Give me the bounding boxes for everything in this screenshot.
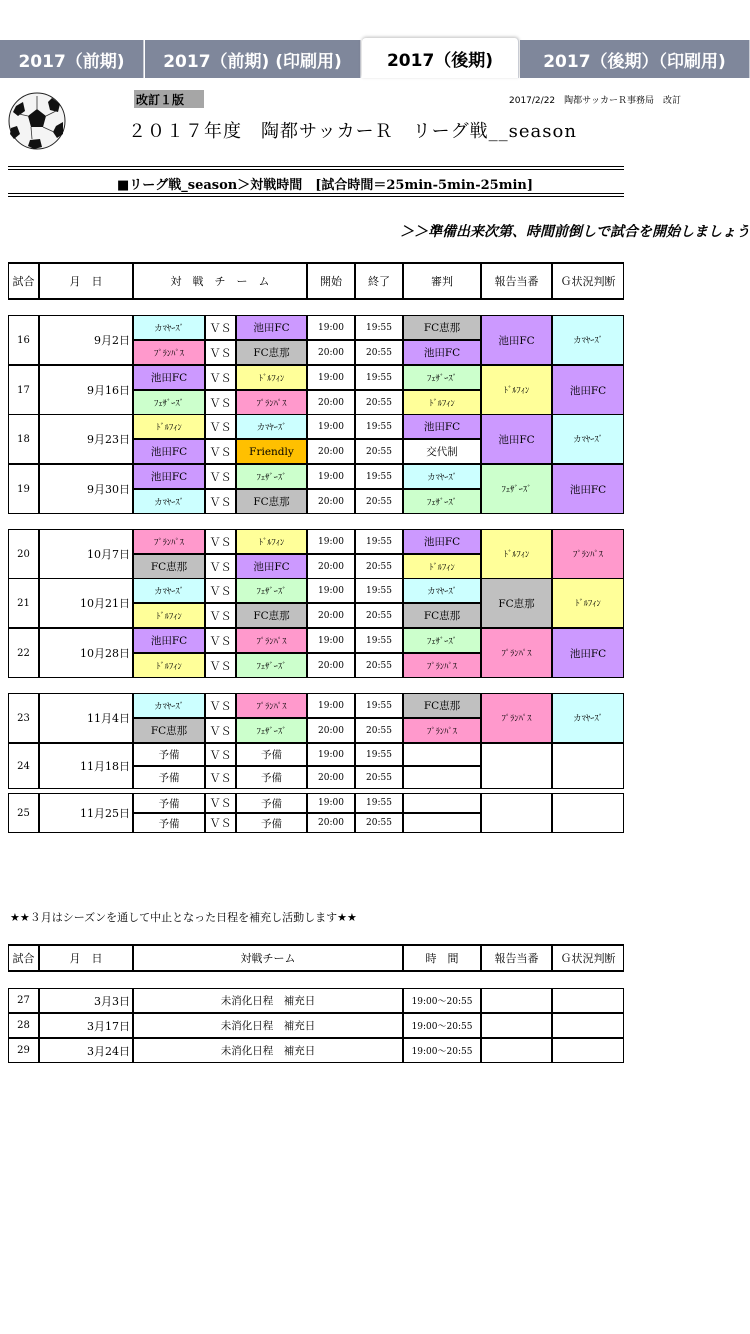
referee-cell[interactable] (403, 766, 481, 789)
ground-decision-cell[interactable] (552, 743, 624, 789)
match-number[interactable]: 23 (8, 693, 39, 743)
report-duty-cell[interactable]: 池田FC (481, 315, 552, 365)
versus-cell[interactable]: ＶＳ (205, 554, 236, 579)
match-time-cell[interactable]: 19:00～20:55 (403, 1038, 481, 1063)
section-title: ■リーグ戦_season＞対戦時間 [試合時間＝25min-5min-25min] (117, 178, 533, 193)
match-number[interactable]: 16 (8, 315, 39, 365)
start-time-cell[interactable]: 20:00 (307, 653, 355, 678)
match-date[interactable]: 11月4日 (39, 693, 133, 743)
match-date[interactable]: 9月30日 (39, 464, 133, 514)
away-team-cell[interactable]: 予備 (236, 793, 307, 813)
away-team-cell[interactable]: 予備 (236, 813, 307, 833)
end-time-cell[interactable]: 19:55 (355, 464, 403, 489)
ground-decision-cell[interactable]: カﾏﾔｰｽﾞ (552, 315, 624, 365)
match-date[interactable]: 3月17日 (39, 1013, 133, 1038)
home-team-cell[interactable]: 予備 (133, 743, 205, 766)
match-number[interactable]: 29 (8, 1038, 39, 1063)
start-time-cell[interactable]: 20:00 (307, 390, 355, 415)
end-time-cell[interactable]: 20:55 (355, 554, 403, 579)
ground-decision-cell[interactable] (552, 988, 624, 1013)
end-time-cell[interactable]: 20:55 (355, 813, 403, 833)
home-team-cell[interactable]: FC恵那 (133, 718, 205, 743)
match-time-cell[interactable]: 19:00～20:55 (403, 988, 481, 1013)
end-time-cell[interactable]: 19:55 (355, 315, 403, 340)
match-number[interactable]: 27 (8, 988, 39, 1013)
match-number[interactable]: 22 (8, 628, 39, 678)
end-time-cell[interactable]: 20:55 (355, 340, 403, 365)
end-time-cell[interactable]: 19:55 (355, 693, 403, 718)
footnote-text: ★★３月はシーズンを通して中止となった日程を補充し活動します★★ (10, 911, 357, 924)
referee-cell[interactable]: ﾄﾞﾙﾌｨﾝ (403, 554, 481, 579)
end-time-cell[interactable]: 19:55 (355, 529, 403, 554)
away-team-cell[interactable]: ﾌｪｻﾞｰｽﾞ (236, 578, 307, 603)
match-number[interactable]: 20 (8, 529, 39, 579)
home-team-cell[interactable]: ﾌﾟﾗﾝﾊﾟｽ (133, 529, 205, 554)
home-team-cell[interactable]: ﾄﾞﾙﾌｨﾝ (133, 653, 205, 678)
home-team-cell[interactable]: 池田FC (133, 628, 205, 653)
match-number[interactable]: 24 (8, 743, 39, 789)
versus-cell[interactable]: ＶＳ (205, 390, 236, 415)
match-date[interactable]: 9月2日 (39, 315, 133, 365)
match-number[interactable]: 21 (8, 578, 39, 628)
match-time-cell[interactable]: 19:00～20:55 (403, 1013, 481, 1038)
versus-cell[interactable]: ＶＳ (205, 365, 236, 390)
start-time-cell[interactable]: 20:00 (307, 489, 355, 514)
away-team-cell[interactable]: 池田FC (236, 315, 307, 340)
report-duty-cell[interactable]: ﾄﾞﾙﾌｨﾝ (481, 365, 552, 415)
report-duty-cell[interactable] (481, 1013, 552, 1038)
away-team-cell[interactable]: ﾌﾟﾗﾝﾊﾟｽ (236, 390, 307, 415)
referee-cell[interactable]: 池田FC (403, 529, 481, 554)
referee-cell[interactable]: カﾏﾔｰｽﾞ (403, 578, 481, 603)
versus-cell[interactable]: ＶＳ (205, 414, 236, 439)
away-team-cell[interactable]: 池田FC (236, 554, 307, 579)
column-header[interactable]: 対 戦 チ ー ム (133, 262, 307, 300)
ground-decision-cell[interactable]: ﾄﾞﾙﾌｨﾝ (552, 578, 624, 628)
column-header[interactable]: 報告当番 (481, 944, 552, 972)
home-team-cell[interactable]: ﾌｪｻﾞｰｽﾞ (133, 390, 205, 415)
end-time-cell[interactable]: 20:55 (355, 390, 403, 415)
report-duty-cell[interactable]: ﾌﾟﾗﾝﾊﾟｽ (481, 628, 552, 678)
referee-cell[interactable]: ﾌｪｻﾞｰｽﾞ (403, 489, 481, 514)
column-header[interactable]: Ｇ状況判断 (552, 944, 624, 972)
versus-cell[interactable]: ＶＳ (205, 464, 236, 489)
ground-decision-cell[interactable]: 池田FC (552, 628, 624, 678)
home-team-cell[interactable]: ﾄﾞﾙﾌｨﾝ (133, 603, 205, 628)
away-team-cell[interactable]: ﾌｪｻﾞｰｽﾞ (236, 653, 307, 678)
report-duty-cell[interactable]: FC恵那 (481, 578, 552, 628)
column-header[interactable]: 月 日 (39, 262, 133, 300)
versus-cell[interactable]: ＶＳ (205, 315, 236, 340)
home-team-cell[interactable]: 予備 (133, 793, 205, 813)
match-date[interactable]: 9月23日 (39, 414, 133, 464)
home-team-cell[interactable]: カﾏﾔｰｽﾞ (133, 315, 205, 340)
referee-cell[interactable]: ﾌｪｻﾞｰｽﾞ (403, 365, 481, 390)
versus-cell[interactable]: ＶＳ (205, 439, 236, 464)
start-time-cell[interactable]: 20:00 (307, 766, 355, 789)
notice-text: ＞＞準備出来次第、時間前倒しで試合を開始しましょう (400, 224, 750, 240)
match-date[interactable]: 11月18日 (39, 743, 133, 789)
match-number[interactable]: 19 (8, 464, 39, 514)
home-team-cell[interactable]: 池田FC (133, 439, 205, 464)
report-duty-cell[interactable]: ﾌｪｻﾞｰｽﾞ (481, 464, 552, 514)
start-time-cell[interactable]: 20:00 (307, 439, 355, 464)
match-date[interactable]: 3月3日 (39, 988, 133, 1013)
start-time-cell[interactable]: 19:00 (307, 414, 355, 439)
home-team-cell[interactable]: カﾏﾔｰｽﾞ (133, 578, 205, 603)
home-team-cell[interactable]: ﾄﾞﾙﾌｨﾝ (133, 414, 205, 439)
home-team-cell[interactable]: 予備 (133, 813, 205, 833)
start-time-cell[interactable]: 19:00 (307, 743, 355, 766)
referee-cell[interactable]: ﾌﾟﾗﾝﾊﾟｽ (403, 653, 481, 678)
end-time-cell[interactable]: 19:55 (355, 578, 403, 603)
tab-2017-second-half-print[interactable]: 2017（後期）（印刷用) (520, 40, 750, 78)
versus-cell[interactable]: ＶＳ (205, 766, 236, 789)
column-header[interactable]: Ｇ状況判断 (552, 262, 624, 300)
report-duty-cell[interactable] (481, 743, 552, 789)
start-time-cell[interactable]: 20:00 (307, 813, 355, 833)
report-duty-cell[interactable] (481, 988, 552, 1013)
versus-cell[interactable]: ＶＳ (205, 693, 236, 718)
away-team-cell[interactable]: 予備 (236, 766, 307, 789)
end-time-cell[interactable]: 20:55 (355, 653, 403, 678)
referee-cell[interactable]: 交代制 (403, 439, 481, 464)
end-time-cell[interactable]: 20:55 (355, 489, 403, 514)
home-team-cell[interactable]: ﾌﾟﾗﾝﾊﾟｽ (133, 340, 205, 365)
column-header[interactable]: 開始 (307, 262, 355, 300)
match-date[interactable]: 3月24日 (39, 1038, 133, 1063)
match-team-cell[interactable]: 未消化日程 補充日 (133, 988, 403, 1013)
referee-cell[interactable]: ﾄﾞﾙﾌｨﾝ (403, 390, 481, 415)
versus-cell[interactable]: ＶＳ (205, 578, 236, 603)
versus-cell[interactable]: ＶＳ (205, 813, 236, 833)
versus-cell[interactable]: ＶＳ (205, 340, 236, 365)
away-team-cell[interactable]: ﾄﾞﾙﾌｨﾝ (236, 529, 307, 554)
end-time-cell[interactable]: 20:55 (355, 603, 403, 628)
match-date[interactable]: 10月28日 (39, 628, 133, 678)
away-team-cell[interactable]: ﾌﾟﾗﾝﾊﾟｽ (236, 693, 307, 718)
versus-cell[interactable]: ＶＳ (205, 489, 236, 514)
document-title: ２０１７年度 陶都サッカーＲ リーグ戦__season (128, 121, 577, 142)
match-team-cell[interactable]: 未消化日程 補充日 (133, 1013, 403, 1038)
ground-decision-cell[interactable]: カﾏﾔｰｽﾞ (552, 693, 624, 743)
versus-cell[interactable]: ＶＳ (205, 793, 236, 813)
end-time-cell[interactable]: 20:55 (355, 439, 403, 464)
end-time-cell[interactable]: 20:55 (355, 718, 403, 743)
match-number[interactable]: 28 (8, 1013, 39, 1038)
away-team-cell[interactable]: ﾄﾞﾙﾌｨﾝ (236, 365, 307, 390)
match-number[interactable]: 25 (8, 793, 39, 833)
report-duty-cell[interactable]: ﾄﾞﾙﾌｨﾝ (481, 529, 552, 579)
tab-2017-first-half-print[interactable]: 2017（前期) (印刷用) (145, 40, 361, 78)
report-duty-cell[interactable]: 池田FC (481, 414, 552, 464)
referee-cell[interactable]: FC恵那 (403, 315, 481, 340)
referee-cell[interactable] (403, 813, 481, 833)
start-time-cell[interactable]: 19:00 (307, 578, 355, 603)
ground-decision-cell[interactable] (552, 1013, 624, 1038)
match-date[interactable]: 10月21日 (39, 578, 133, 628)
referee-cell[interactable] (403, 743, 481, 766)
versus-cell[interactable]: ＶＳ (205, 653, 236, 678)
referee-cell[interactable]: 池田FC (403, 340, 481, 365)
away-team-cell[interactable]: Friendly (236, 439, 307, 464)
away-team-cell[interactable]: ﾌｪｻﾞｰｽﾞ (236, 718, 307, 743)
column-header[interactable]: 審判 (403, 262, 481, 300)
away-team-cell[interactable]: カﾏﾔｰｽﾞ (236, 414, 307, 439)
column-header[interactable]: 対戦チーム (133, 944, 403, 972)
referee-cell[interactable]: FC恵那 (403, 693, 481, 718)
match-date[interactable]: 10月7日 (39, 529, 133, 579)
report-duty-cell[interactable] (481, 793, 552, 833)
start-time-cell[interactable]: 19:00 (307, 628, 355, 653)
referee-cell[interactable] (403, 793, 481, 813)
end-time-cell[interactable]: 19:55 (355, 793, 403, 813)
end-time-cell[interactable]: 19:55 (355, 628, 403, 653)
away-team-cell[interactable]: FC恵那 (236, 340, 307, 365)
start-time-cell[interactable]: 20:00 (307, 718, 355, 743)
tab-2017-first-half[interactable]: 2017（前期) (0, 40, 144, 78)
tab-2017-second-half[interactable]: 2017（後期) (362, 38, 519, 78)
end-time-cell[interactable]: 19:55 (355, 743, 403, 766)
start-time-cell[interactable]: 19:00 (307, 365, 355, 390)
versus-cell[interactable]: ＶＳ (205, 603, 236, 628)
column-header[interactable]: 時 間 (403, 944, 481, 972)
revision-info: 2017/2/22 陶都サッカーＲ事務局 改訂 (509, 96, 681, 106)
versus-cell[interactable]: ＶＳ (205, 718, 236, 743)
home-team-cell[interactable]: 池田FC (133, 464, 205, 489)
match-team-cell[interactable]: 未消化日程 補充日 (133, 1038, 403, 1063)
column-header[interactable]: 終了 (355, 262, 403, 300)
match-date[interactable]: 9月16日 (39, 365, 133, 415)
report-duty-cell[interactable] (481, 1038, 552, 1063)
away-team-cell[interactable]: FC恵那 (236, 489, 307, 514)
column-header[interactable]: 報告当番 (481, 262, 552, 300)
column-header[interactable]: 試合 (8, 944, 39, 972)
referee-cell[interactable]: ﾌｪｻﾞｰｽﾞ (403, 628, 481, 653)
away-team-cell[interactable]: 予備 (236, 743, 307, 766)
versus-cell[interactable]: ＶＳ (205, 628, 236, 653)
start-time-cell[interactable]: 20:00 (307, 340, 355, 365)
ground-decision-cell[interactable] (552, 793, 624, 833)
home-team-cell[interactable]: 池田FC (133, 365, 205, 390)
start-time-cell[interactable]: 19:00 (307, 464, 355, 489)
start-time-cell[interactable]: 20:00 (307, 603, 355, 628)
ground-decision-cell[interactable]: ﾌﾟﾗﾝﾊﾟｽ (552, 529, 624, 579)
home-team-cell[interactable]: FC恵那 (133, 554, 205, 579)
match-number[interactable]: 18 (8, 414, 39, 464)
versus-cell[interactable]: ＶＳ (205, 529, 236, 554)
report-duty-cell[interactable]: ﾌﾟﾗﾝﾊﾟｽ (481, 693, 552, 743)
ground-decision-cell[interactable]: 池田FC (552, 464, 624, 514)
versus-cell[interactable]: ＶＳ (205, 743, 236, 766)
end-time-cell[interactable]: 19:55 (355, 414, 403, 439)
revision-badge: 改訂１版 (134, 90, 204, 108)
ground-decision-cell[interactable]: 池田FC (552, 365, 624, 415)
start-time-cell[interactable]: 19:00 (307, 529, 355, 554)
column-header[interactable]: 試合 (8, 262, 39, 300)
start-time-cell[interactable]: 19:00 (307, 315, 355, 340)
column-header[interactable]: 月 日 (39, 944, 133, 972)
start-time-cell[interactable]: 20:00 (307, 554, 355, 579)
ground-decision-cell[interactable] (552, 1038, 624, 1063)
match-date[interactable]: 11月25日 (39, 793, 133, 833)
start-time-cell[interactable]: 19:00 (307, 793, 355, 813)
away-team-cell[interactable]: ﾌｪｻﾞｰｽﾞ (236, 464, 307, 489)
end-time-cell[interactable]: 20:55 (355, 766, 403, 789)
referee-cell[interactable]: ﾌﾟﾗﾝﾊﾟｽ (403, 718, 481, 743)
ground-decision-cell[interactable]: カﾏﾔｰｽﾞ (552, 414, 624, 464)
match-number[interactable]: 17 (8, 365, 39, 415)
referee-cell[interactable]: FC恵那 (403, 603, 481, 628)
home-team-cell[interactable]: カﾏﾔｰｽﾞ (133, 489, 205, 514)
start-time-cell[interactable]: 19:00 (307, 693, 355, 718)
end-time-cell[interactable]: 19:55 (355, 365, 403, 390)
referee-cell[interactable]: カﾏﾔｰｽﾞ (403, 464, 481, 489)
away-team-cell[interactable]: ﾌﾟﾗﾝﾊﾟｽ (236, 628, 307, 653)
referee-cell[interactable]: 池田FC (403, 414, 481, 439)
away-team-cell[interactable]: FC恵那 (236, 603, 307, 628)
home-team-cell[interactable]: カﾏﾔｰｽﾞ (133, 693, 205, 718)
home-team-cell[interactable]: 予備 (133, 766, 205, 789)
